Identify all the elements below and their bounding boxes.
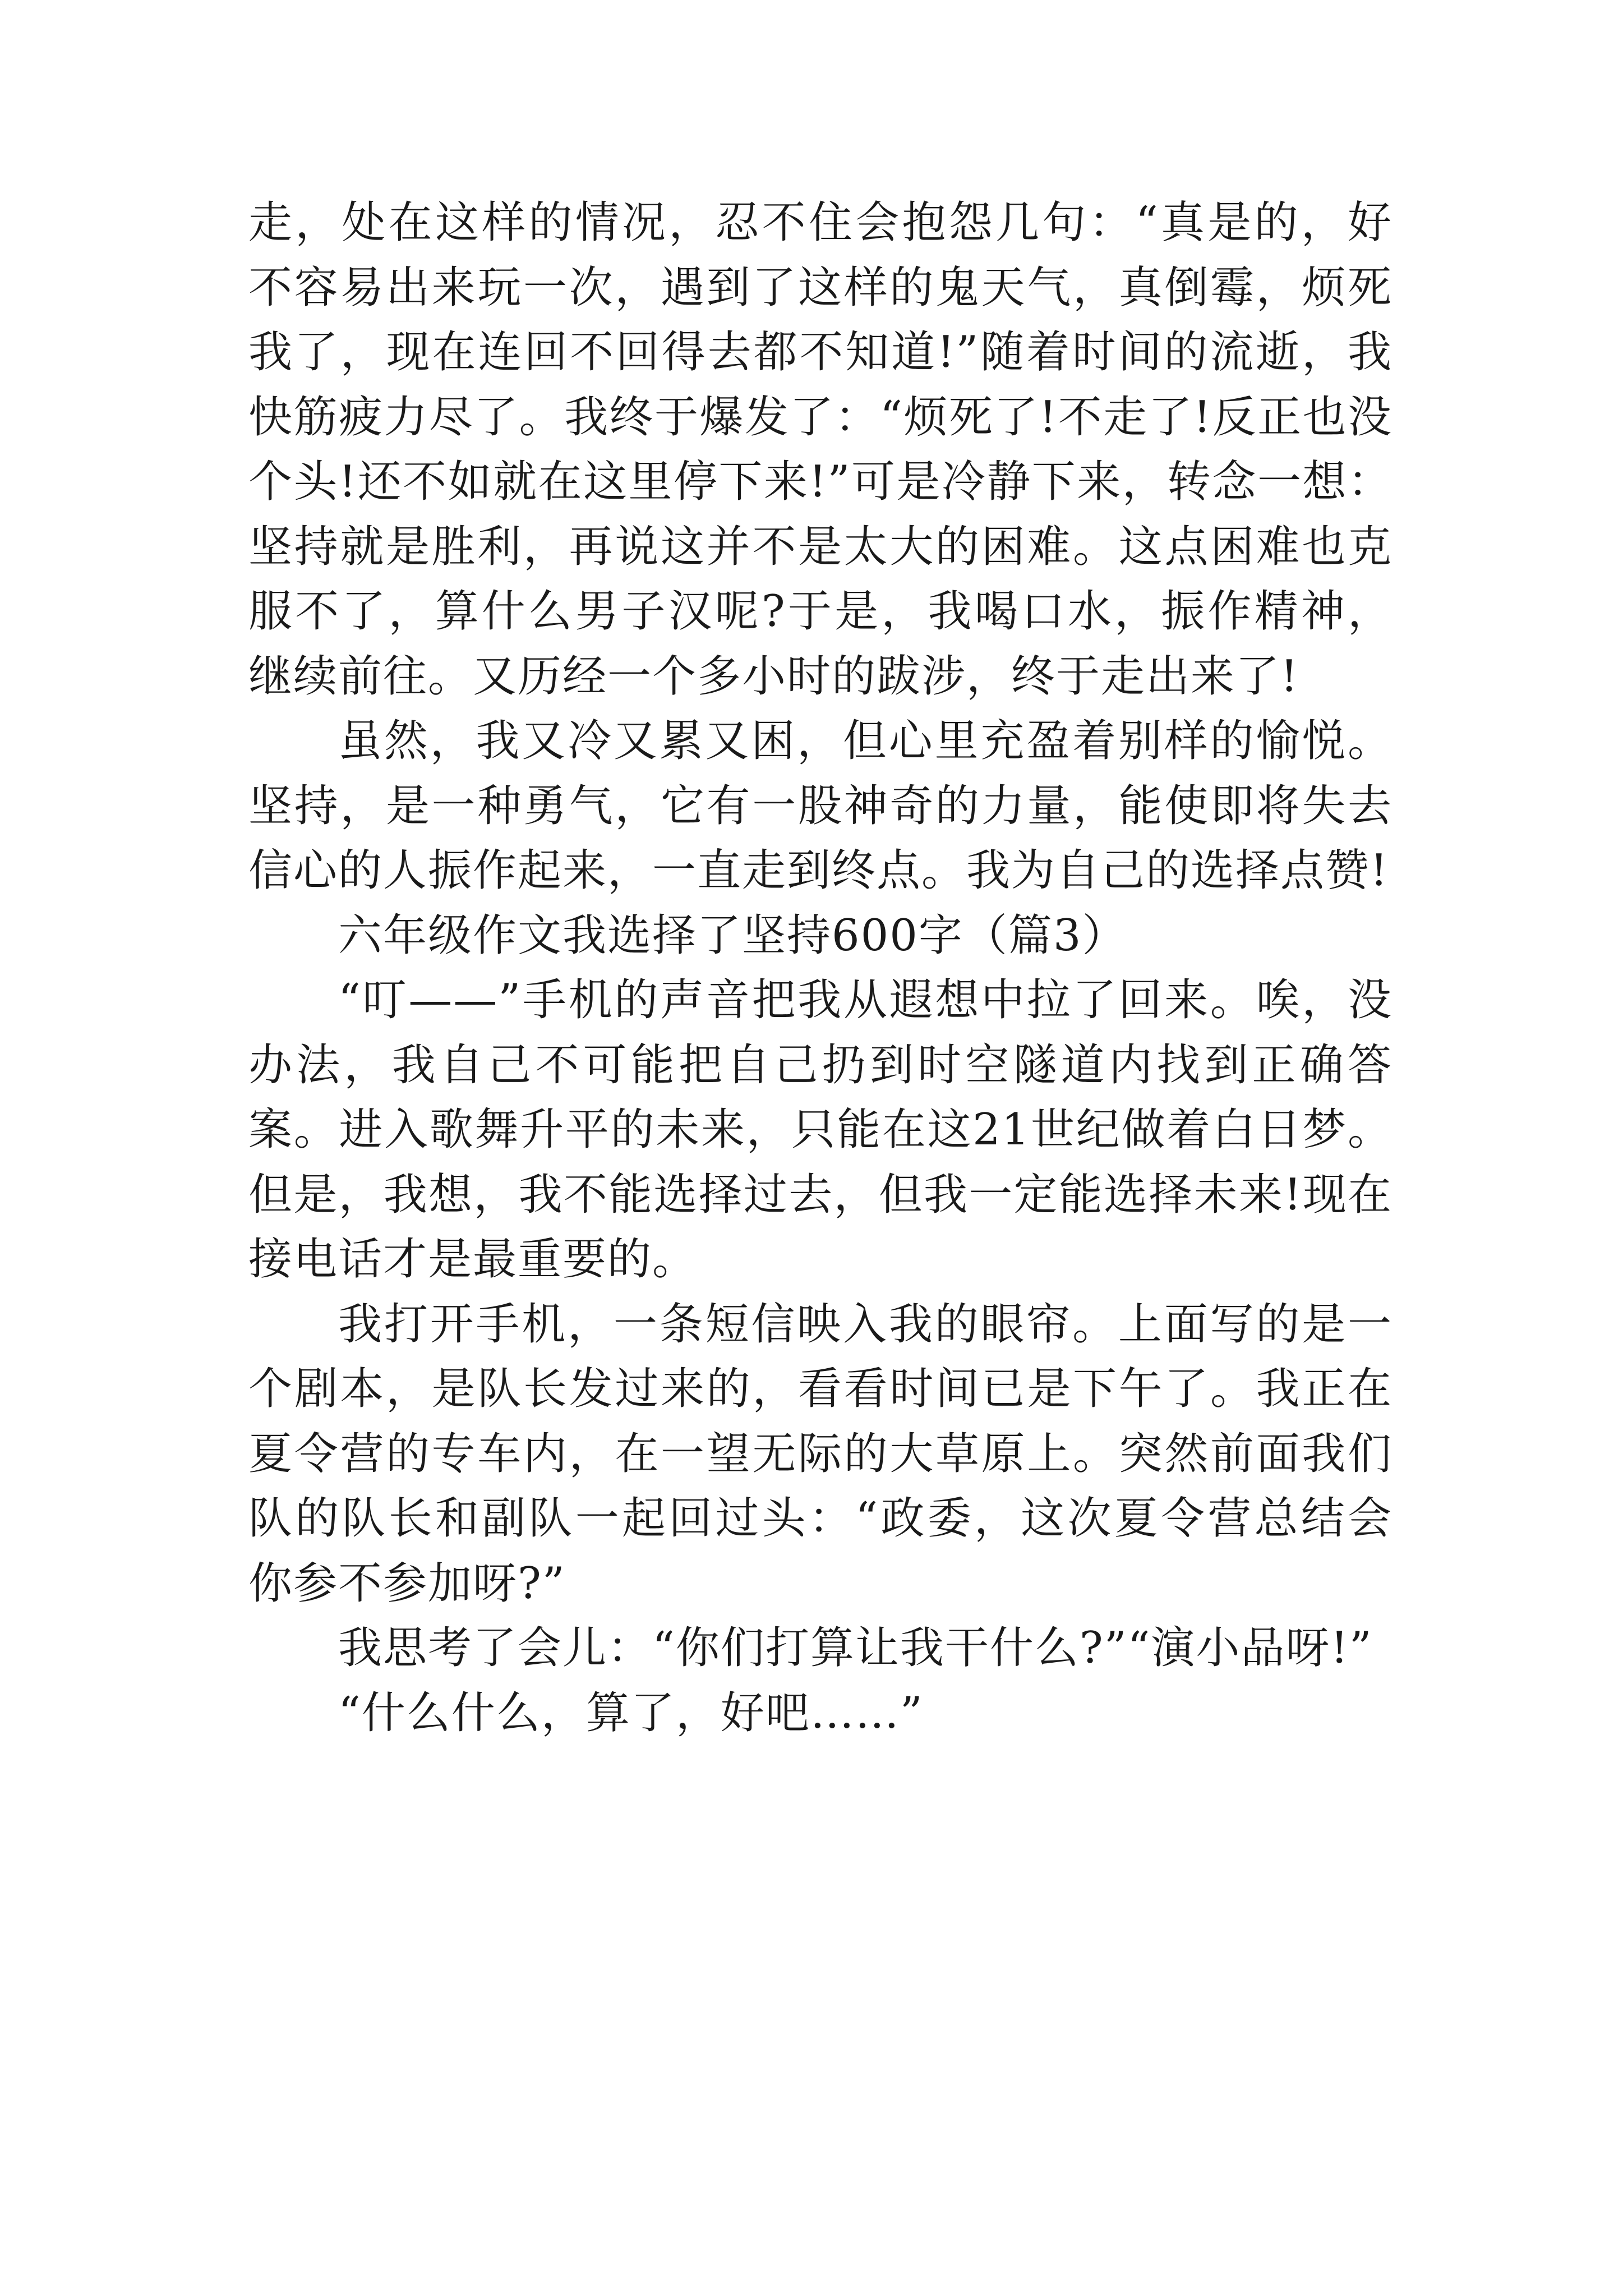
paragraph-2: 虽然，我又冷又累又困，但心里充盈着别样的愉悦。坚持，是一种勇气，它有一股神奇的力量，能使即将失去信心的人振作起来，一直走到终点。我为自己的选择点赞! (248, 716, 1393, 896)
paragraph-6: “什么什么，算了，好吧……” (338, 1687, 924, 1738)
document-body (248, 191, 1393, 1746)
paragraph-3: “叮——”手机的声音把我从遐想中拉了回来。唉，没办法，我自己不可能把自己扔到时空隧道内找到正确答案。进入歌舞升平的未来，只能在这21世纪做着白日梦。但是，我想，我不能选择过去，但我一定能选择未来!现在接电话才是最重要的。 (248, 975, 1393, 1285)
section-heading: 六年级作文我选择了坚持600字（篇3） (338, 910, 1127, 961)
paragraph-1: 走，处在这样的情况，忍不住会抱怨几句：“真是的，好不容易出来玩一次，遇到了这样的鬼天气，真倒霉，烦死我了，现在连回不回得去都不知道!”随着时间的流逝，我快筋疲力尽了。我终于爆发了：“烦死了!不走了!反正也没个头!还不如就在这里停下来!”可是冷静下来，转念一想：坚持就是胜利，再说这并不是太大的困难。这点困难也克服不了，算什么男子汉呢?于是，我喝口水，振作精神，继续前往。又历经一个多小时的跋涉，终于走出来了! (248, 197, 1393, 702)
paragraph-4: 我打开手机，一条短信映入我的眼帘。上面写的是一个剧本，是队长发过来的，看看时间已是下午了。我正在夏令营的专车内，在一望无际的大草原上。突然前面我们队的队长和副队一起回过头：“政委，这次夏令营总结会你参不参加呀?” (248, 1299, 1393, 1609)
paragraph-5: 我思考了会儿：“你们打算让我干什么?”“演小品呀!” (338, 1623, 1373, 1673)
